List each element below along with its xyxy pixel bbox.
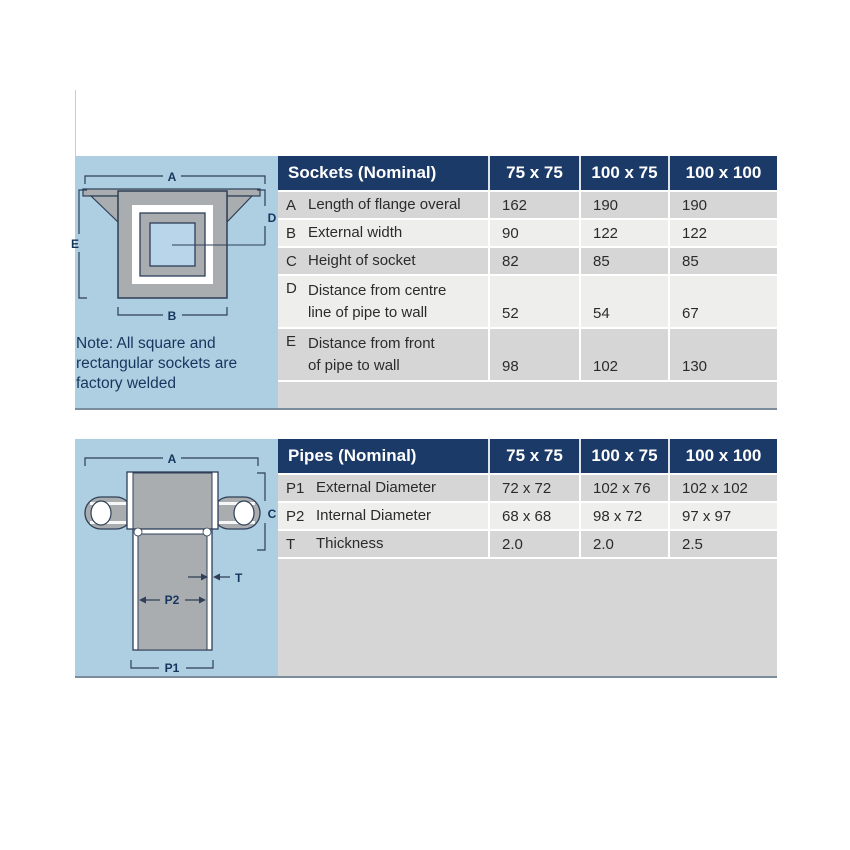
- cell-value: 102 x 102: [668, 475, 777, 501]
- cell-value: 85: [668, 248, 777, 274]
- row-label: External width: [308, 224, 403, 241]
- pipe-diagram: [75, 439, 278, 676]
- socket-diagram: [70, 156, 278, 332]
- sockets-section: [70, 156, 777, 410]
- table-row: [278, 220, 777, 246]
- socket-note: [76, 334, 276, 394]
- pipes-table: [278, 439, 777, 676]
- sockets-header-col2: 100 x 75: [579, 156, 668, 190]
- cell-value: 122: [579, 220, 668, 246]
- pipes-table-header: [278, 439, 777, 473]
- pipes-section: [75, 439, 777, 678]
- table-row: [278, 531, 777, 557]
- pipe-notch-left: [134, 528, 142, 536]
- cell-value: 98: [488, 329, 579, 380]
- cell-value: 97 x 97: [668, 503, 777, 529]
- cell-value: 98 x 72: [579, 503, 668, 529]
- pipe-dim-t-label: T: [235, 571, 243, 585]
- table-row: [278, 329, 777, 380]
- sockets-table-header: [278, 156, 777, 190]
- note-line: factory welded: [76, 375, 176, 392]
- pipe-socket-inner: [133, 473, 212, 529]
- cell-value: 190: [579, 192, 668, 218]
- pipe-dim-p1: [131, 660, 213, 675]
- row-key: T: [286, 535, 296, 553]
- pipe-dim-a-label: A: [167, 452, 177, 466]
- row-label: Length of flange overal: [308, 196, 461, 213]
- row-label: Thickness: [316, 535, 384, 552]
- socket-dim-b-label: B: [167, 309, 177, 323]
- socket-dim-a-label: A: [167, 170, 177, 184]
- pipe-dim-a: [85, 452, 258, 466]
- cell-value: 68 x 68: [488, 503, 579, 529]
- table-row: [278, 192, 777, 218]
- row-key: P1: [286, 479, 305, 497]
- cell-value: 85: [579, 248, 668, 274]
- pipes-header-title: Pipes (Nominal): [288, 446, 417, 465]
- cell-value: 2.5: [668, 531, 777, 557]
- pipe-notch-right: [203, 528, 211, 536]
- note-line: Note: All square and: [76, 335, 216, 352]
- cell-value: 102: [579, 329, 668, 380]
- row-label: Distance from front of pipe to wall: [308, 335, 435, 374]
- pipes-header-col2: 100 x 75: [579, 439, 668, 473]
- cell-value: 2.0: [579, 531, 668, 557]
- row-label: Distance from centre line of pipe to wall: [308, 282, 447, 321]
- row-label: Internal Diameter: [316, 507, 432, 524]
- socket-dim-e-label: E: [70, 237, 80, 251]
- row-key: P2: [286, 507, 305, 525]
- socket-gusset-right: [227, 196, 252, 222]
- sockets-table: [278, 156, 777, 408]
- cell-value: 72 x 72: [488, 475, 579, 501]
- table-row: [278, 276, 777, 327]
- pipe-lug-right: [213, 497, 260, 529]
- socket-dim-d-label: D: [267, 211, 277, 225]
- cell-value: 2.0: [488, 531, 579, 557]
- sockets-header-col1: 75 x 75: [488, 156, 579, 190]
- table-filler: [278, 559, 777, 676]
- table-row: [278, 475, 777, 501]
- pipe-dim-p2-label: P2: [164, 593, 180, 607]
- cell-value: 130: [668, 329, 777, 380]
- socket-dim-a: [85, 170, 265, 184]
- cell-value: 90: [488, 220, 579, 246]
- row-key: D: [286, 280, 297, 297]
- pipes-header-col3: 100 x 100: [668, 439, 777, 473]
- socket-dim-b: [118, 307, 227, 323]
- socket-dim-e: [71, 190, 87, 298]
- pipes-header-col1: 75 x 75: [488, 439, 579, 473]
- row-key: E: [286, 333, 297, 350]
- cell-value: 54: [579, 276, 668, 327]
- cell-value: 52: [488, 276, 579, 327]
- cell-value: 82: [488, 248, 579, 274]
- pipe-dim-c-label: C: [267, 507, 277, 521]
- table-row: [278, 248, 777, 274]
- cell-value: 67: [668, 276, 777, 327]
- row-key: C: [286, 252, 297, 270]
- socket-diagram-panel: [70, 156, 278, 408]
- pipe-inner: [138, 534, 207, 650]
- pipe-diagram-panel: [75, 439, 278, 676]
- sockets-header-col3: 100 x 100: [668, 156, 777, 190]
- cell-value: 122: [668, 220, 777, 246]
- socket-gusset-left: [91, 196, 118, 222]
- cell-value: 190: [668, 192, 777, 218]
- row-key: B: [286, 224, 297, 242]
- row-label: Height of socket: [308, 252, 416, 269]
- cell-value: 102 x 76: [579, 475, 668, 501]
- row-label: External Diameter: [316, 479, 437, 496]
- page-edge-line: [75, 90, 76, 156]
- cell-value: 162: [488, 192, 579, 218]
- table-filler: [278, 382, 777, 408]
- pipe-lug-left: [85, 497, 132, 529]
- table-row: [278, 503, 777, 529]
- sockets-header-title: Sockets (Nominal): [288, 163, 437, 182]
- row-key: A: [286, 196, 297, 214]
- socket-dim-d: [257, 190, 277, 245]
- pipe-dim-p1-label: P1: [164, 661, 180, 675]
- note-line: rectangular sockets are: [76, 355, 238, 372]
